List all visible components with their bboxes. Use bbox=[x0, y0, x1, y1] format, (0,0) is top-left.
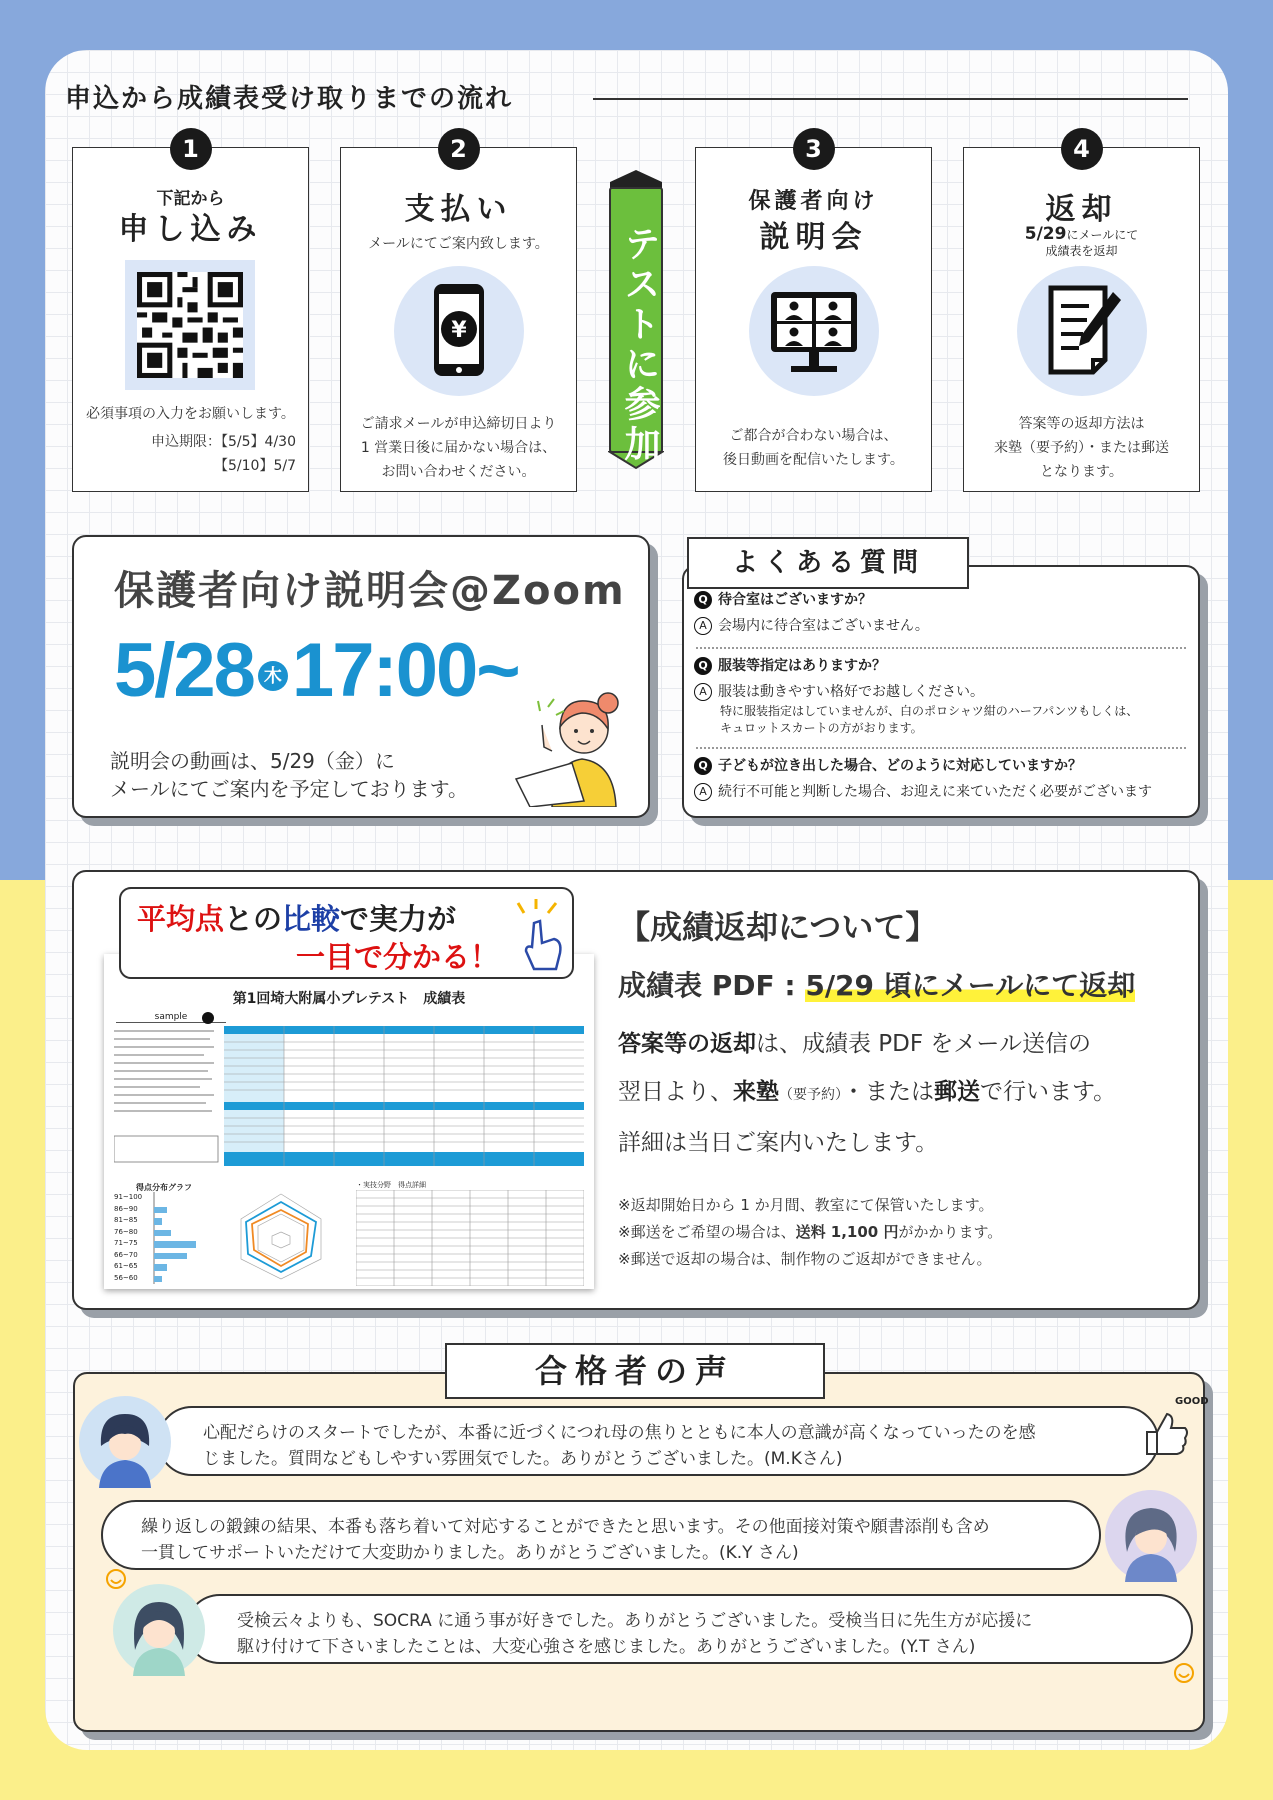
smile-icon bbox=[1173, 1662, 1195, 1684]
faq-question: 服装等指定はありますか？ bbox=[718, 658, 886, 674]
testimonial-2 bbox=[101, 1500, 1101, 1570]
testimonial-line-1: 受検云々よりも、SOCRA に通う事が好きでした。ありがとうございました。受検当日に先生方が応援に bbox=[237, 1611, 1033, 1631]
comparison-callout bbox=[119, 887, 574, 979]
results-heading: 【成績返却について】 bbox=[618, 908, 938, 946]
step-number: 2 bbox=[438, 128, 480, 170]
faq-title: よくある質問 bbox=[687, 537, 969, 589]
faq-item-2 bbox=[694, 655, 1138, 737]
pdf-return-date: 5/29 頃にメールにて返却 bbox=[805, 969, 1136, 1002]
step-note-1: 答案等の返却方法は bbox=[1018, 416, 1145, 432]
phone-yen-icon bbox=[394, 266, 524, 396]
body-or: ・または bbox=[842, 1079, 934, 1105]
svg-text:¥: ¥ bbox=[450, 318, 467, 343]
note-3: ※郵送で返却の場合は、制作物のご返却ができません。 bbox=[618, 1250, 992, 1268]
zoom-time: 17:00~ bbox=[291, 628, 519, 713]
body-line-3: 詳細は当日ご案内いたします。 bbox=[618, 1130, 939, 1156]
return-date: 5/29 bbox=[1024, 224, 1067, 244]
testimonial-line-2: 駆け付けて下さいましたことは、大変心強さを感じました。ありがとうございました。(Y.T さん) bbox=[237, 1637, 976, 1657]
flow-title: 申込から成績表受け取りまでの流れ bbox=[65, 84, 514, 114]
question-mark-icon: Q bbox=[694, 657, 712, 675]
flow-title-rule bbox=[593, 98, 1188, 100]
body-reservation: （要予約） bbox=[779, 1087, 842, 1103]
avatar-woman-3 bbox=[113, 1584, 205, 1676]
zoom-note-line-2: メールにてご案内を予定しております。 bbox=[110, 777, 468, 801]
callout-to: との bbox=[224, 902, 283, 936]
pdf-return-line bbox=[618, 964, 1135, 1004]
step-4-card bbox=[963, 135, 1200, 492]
faq-question: 待合室はございますか？ bbox=[718, 592, 872, 608]
voices-card bbox=[73, 1372, 1209, 1732]
report-title: 第1回埼大附属小プレテスト 成績表 bbox=[232, 991, 466, 1007]
step-3-card bbox=[695, 135, 932, 492]
histogram-bin-label: 91~100 bbox=[114, 1193, 143, 1201]
zoom-note bbox=[110, 747, 468, 803]
faq-divider bbox=[696, 747, 1186, 749]
step-title-line-1: 保護者向け bbox=[748, 189, 879, 214]
step-title: 返却 bbox=[1045, 192, 1118, 227]
testimonial-line-1: 心配だらけのスタートでしたが、本番に近づくにつれ母の焦りとともに本人の意識が高くなっていったのを感 bbox=[203, 1423, 1036, 1443]
faq-item-3 bbox=[694, 755, 1152, 801]
histogram-bar bbox=[154, 1264, 167, 1271]
step-subtitle-2: 成績表を返却 bbox=[1045, 244, 1118, 258]
histogram-bin-label: 81~85 bbox=[114, 1216, 138, 1224]
body-mail: 郵送 bbox=[934, 1079, 980, 1105]
body-visit: 来塾 bbox=[733, 1079, 779, 1105]
callout-line-1 bbox=[137, 897, 456, 938]
body-next-day: 翌日より、 bbox=[618, 1079, 733, 1105]
faq-card bbox=[682, 548, 1200, 818]
step-note-2: 1 営業日後に届かない場合は、 bbox=[360, 440, 557, 456]
histogram-bin-label: 56~60 bbox=[114, 1273, 138, 1282]
zoom-weekday-badge: 木 bbox=[258, 661, 288, 691]
note-2-fee: 送料 1,100 円 bbox=[795, 1223, 899, 1241]
return-date-suffix: にメールにて bbox=[1066, 228, 1139, 242]
step-note-2: 来塾（要予約）・または郵送 bbox=[994, 440, 1169, 456]
step-number: 3 bbox=[793, 128, 835, 170]
flyer-sheet bbox=[45, 50, 1228, 1750]
step-number: 1 bbox=[170, 128, 212, 170]
testimonial-3 bbox=[185, 1594, 1193, 1664]
step-title: 支払い bbox=[404, 192, 513, 227]
callout-line-2: 一目で分かる！ bbox=[296, 940, 500, 974]
zoom-datetime bbox=[114, 627, 519, 714]
callout-pointer-dot bbox=[202, 1012, 214, 1024]
zoom-date: 5/28 bbox=[114, 628, 254, 713]
histogram-bar bbox=[154, 1276, 162, 1283]
voices-title: 合格者の声 bbox=[445, 1343, 825, 1399]
results-body bbox=[618, 1020, 1178, 1167]
report-chart-title: 得点分布グラフ bbox=[136, 1183, 192, 1192]
report-radar-chart bbox=[216, 1184, 346, 1284]
histogram-bar bbox=[154, 1230, 171, 1237]
step-pre-title: 下記から bbox=[156, 189, 225, 209]
note-2-a: ※郵送をご希望の場合は、 bbox=[618, 1223, 796, 1241]
step-subtitle: メールにてご案内致します。 bbox=[368, 236, 549, 252]
faq-question: 子どもが泣き出した場合、どのように対応していますか？ bbox=[718, 758, 1082, 774]
note-1: ※返却開始日から 1 か月間、教室にて保管いたします。 bbox=[618, 1196, 994, 1214]
step-note: 必須事項の入力をお願いします。 bbox=[86, 406, 295, 422]
deadline-line-2: 【5/10】5/7 bbox=[214, 458, 296, 474]
note-2-c: がかかります。 bbox=[898, 1223, 1003, 1241]
pdf-colon: : bbox=[774, 969, 806, 1002]
woman-laptop-illustration bbox=[512, 667, 642, 807]
histogram-bin-label: 66~70 bbox=[114, 1250, 138, 1259]
histogram-bar bbox=[154, 1218, 162, 1225]
note-2 bbox=[618, 1219, 1002, 1246]
testimonial-line-2: じました。質問などもしやすい雰囲気でした。ありがとうございました。(M.Kさん) bbox=[203, 1449, 843, 1469]
histogram-bin-label: 71~75 bbox=[114, 1239, 138, 1247]
histogram-bin-label: 61~65 bbox=[114, 1262, 138, 1270]
faq-divider bbox=[696, 647, 1186, 649]
faq-answer: 会場内に待合室はございません。 bbox=[718, 618, 929, 634]
callout-compare: 比較 bbox=[282, 902, 341, 936]
report-score-table bbox=[114, 1026, 584, 1174]
zoom-note-line-1: 説明会の動画は、5/29（金）に bbox=[110, 749, 395, 773]
pdf-label: 成績表 PDF bbox=[618, 969, 775, 1002]
report-sample-name: sample bbox=[116, 1012, 226, 1023]
deadline-line-1: 申込期限：【5/5】4/30 bbox=[151, 434, 296, 450]
zoom-session-card bbox=[72, 535, 650, 818]
step-title: 申し込み bbox=[118, 212, 263, 247]
zoom-title: 保護者向け説明会@Zoom bbox=[114, 568, 626, 614]
report-detail-title: ・実技分野 得点詳細 bbox=[356, 1181, 426, 1189]
body-done: で行います。 bbox=[980, 1079, 1117, 1105]
body-line-1: は、成績表 PDF をメール送信の bbox=[756, 1031, 1091, 1057]
step-title-line-2: 説明会 bbox=[759, 220, 868, 255]
step-number: 4 bbox=[1061, 128, 1103, 170]
question-mark-icon: Q bbox=[694, 757, 712, 775]
step-note-3: となります。 bbox=[1040, 464, 1123, 480]
testimonial-1 bbox=[157, 1406, 1159, 1476]
qr-code[interactable] bbox=[125, 260, 255, 390]
report-histogram-bars bbox=[114, 1192, 206, 1284]
step-1-card bbox=[72, 135, 309, 492]
histogram-bin-label: 76~80 bbox=[114, 1227, 138, 1236]
results-notes bbox=[618, 1192, 1002, 1273]
faq-item-1 bbox=[694, 589, 929, 635]
thumbs-up-icon bbox=[1141, 1410, 1191, 1456]
answer-mark-icon: A bbox=[694, 683, 712, 701]
step-note-1: ご請求メールが申込締切日より bbox=[360, 416, 557, 432]
step-2-card bbox=[340, 135, 577, 492]
body-answer-return: 答案等の返却 bbox=[618, 1031, 756, 1057]
score-report-sample bbox=[104, 954, 594, 1289]
avatar-woman-2 bbox=[1105, 1490, 1197, 1582]
faq-answer-detail-1: 特に服装指定はしていませんが、白のポロシャツ紺のハーフパンツもしくは、 bbox=[720, 704, 1139, 718]
video-meeting-icon bbox=[749, 266, 879, 396]
answer-mark-icon: A bbox=[694, 617, 712, 635]
faq-answer: 服装は動きやすい格好でお越しください。 bbox=[718, 684, 984, 700]
answer-mark-icon: A bbox=[694, 783, 712, 801]
step-subtitle-1 bbox=[964, 224, 1199, 244]
histogram-bar bbox=[154, 1253, 187, 1260]
faq-answer-detail-2: キュロットスカートの方がおります。 bbox=[720, 721, 923, 735]
question-mark-icon: Q bbox=[694, 591, 712, 609]
document-pen-icon bbox=[1017, 266, 1147, 396]
arrow-text: テストに参加 bbox=[619, 225, 660, 465]
good-label: GOOD bbox=[1175, 1396, 1209, 1407]
step-note-2: 後日動画を配信いたします。 bbox=[723, 452, 904, 468]
pointing-hand-icon bbox=[516, 899, 571, 974]
step-note-3: お問い合わせください。 bbox=[381, 464, 536, 480]
avatar-woman-1 bbox=[79, 1396, 171, 1488]
testimonial-line-2: 一貫してサポートいただけて大変助かりました。ありがとうございました。(K.Y さん) bbox=[141, 1543, 799, 1563]
callout-average: 平均点 bbox=[137, 902, 225, 936]
histogram-bar bbox=[154, 1241, 196, 1248]
step-note-1: ご都合が合わない場合は、 bbox=[729, 428, 898, 444]
report-detail-table bbox=[356, 1190, 584, 1286]
histogram-bin-label: 86~90 bbox=[114, 1204, 138, 1213]
results-card bbox=[72, 870, 1200, 1310]
faq-answer: 続行不可能と判断した場合、お迎えに来ていただく必要がございます bbox=[718, 784, 1152, 800]
histogram-bar bbox=[154, 1207, 167, 1214]
callout-ability: で実力が bbox=[340, 902, 457, 936]
testimonial-line-1: 繰り返しの鍛錬の結果、本番も落ち着いて対応することができたと思います。その他面接対策や願書添削も含め bbox=[141, 1517, 990, 1537]
